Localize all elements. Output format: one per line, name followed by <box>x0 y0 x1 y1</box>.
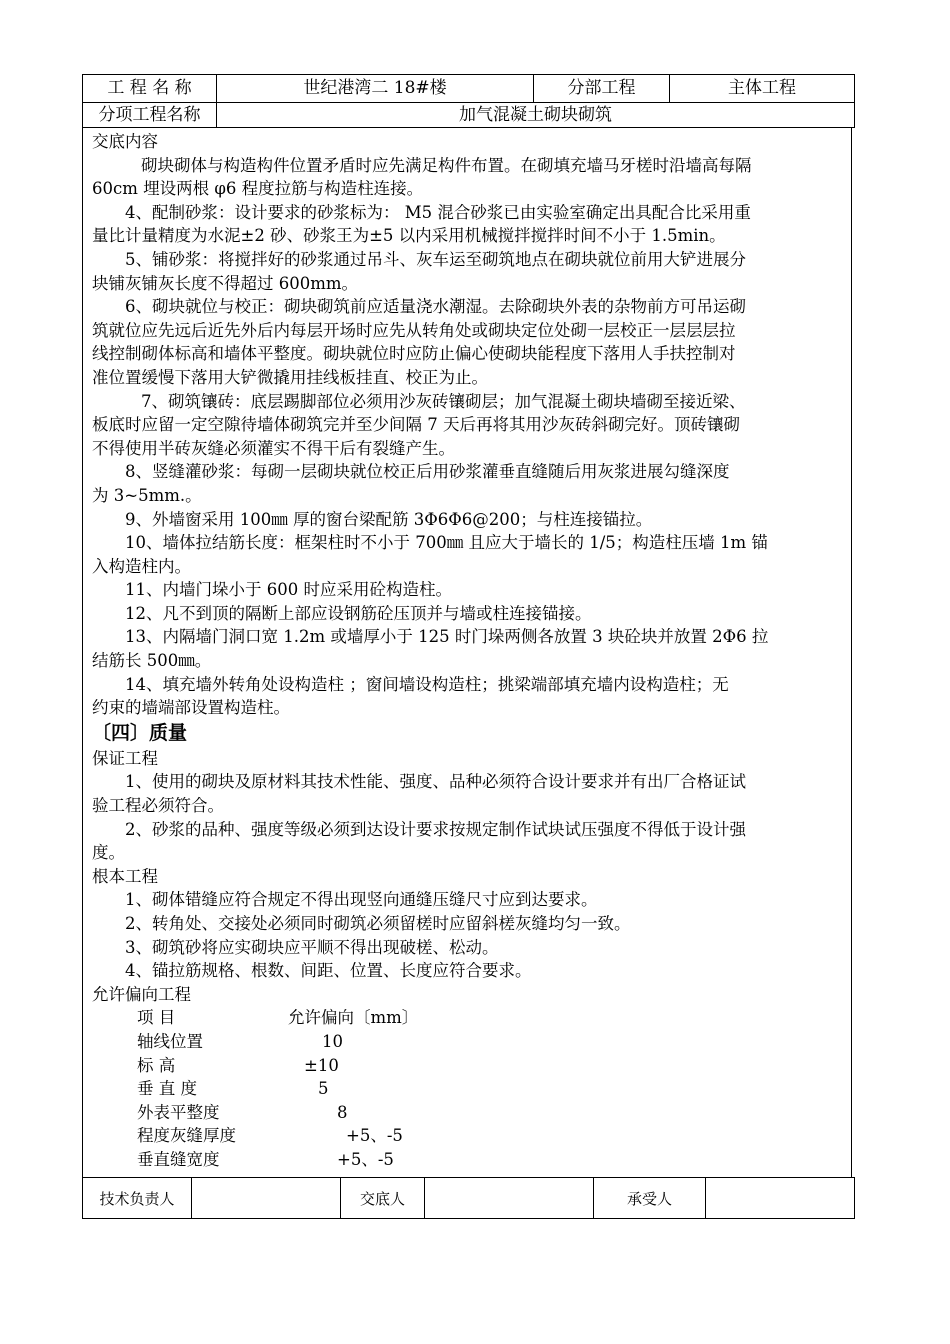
text-line: 1、砌体错缝应符合规定不得出现竖向通缝压缝尺寸应到达要求。 <box>125 890 598 910</box>
deviation-value: 8 <box>337 1102 348 1122</box>
guarantee-lines <box>92 770 848 864</box>
deviation-row <box>92 1148 848 1172</box>
text-line: 12、凡不到顶的隔断上部应设钢筋砼压顶并与墙或柱连接锚接。 <box>125 603 592 623</box>
deviation-item: 标 高 <box>137 1055 176 1075</box>
disclosure-sheet <box>82 74 854 1219</box>
deviation-value: 5 <box>318 1079 329 1099</box>
text-line: 块铺灰铺灰长度不得超过 600mm。 <box>92 273 359 293</box>
quality-title: 〔四〕质量 <box>92 721 188 744</box>
receiver-label: 承受人 <box>594 1178 706 1219</box>
basic-heading: 根本工程 <box>92 866 158 886</box>
deviation-item: 外表平整度 <box>137 1102 220 1122</box>
text-line: 量比计量精度为水泥±2 砂、砂浆王为±5 以内采用机械搅拌搅拌时间不小于 1.5min。 <box>92 226 726 246</box>
deviation-row <box>92 1077 848 1101</box>
text-line: 不得使用半砖灰缝必须灌实不得干后有裂缝产生。 <box>92 438 455 458</box>
division-label: 分部工程 <box>534 75 670 103</box>
text-line: 4、配制砂浆：设计要求的砂浆标为： M5 混合砂浆已由实验室确定出具配合比采用重 <box>125 202 751 222</box>
text-line: 6、砌块就位与校正：砌块砌筑前应适量浇水潮湿。去除砌块外表的杂物前方可吊运砌 <box>125 297 746 317</box>
text-line: 为 3~5mm.。 <box>92 485 202 505</box>
deviation-item: 程度灰缝厚度 <box>137 1126 236 1146</box>
text-line: 2、砂浆的品种、强度等级必须到达设计要求按规定制作试块试压强度不得低于设计强 <box>125 819 746 839</box>
text-line: 入构造柱内。 <box>92 556 191 576</box>
deviation-item: 垂 直 度 <box>137 1079 197 1099</box>
text-line: 验工程必须符合。 <box>92 796 224 816</box>
content-lines <box>92 154 848 720</box>
text-line: 1、使用的砌块及原材料其技术性能、强度、品种必须符合设计要求并有出厂合格证试 <box>125 772 746 792</box>
basic-lines <box>92 888 848 982</box>
deviation-item: 垂直缝宽度 <box>137 1149 220 1169</box>
text-line: 5、铺砂浆：将搅拌好的砂浆通过吊斗、灰车运至砌筑地点在砌块就位前用大铲进展分 <box>125 249 746 269</box>
text-line: 7、砌筑镶砖：底层踢脚部位必须用沙灰砖镶砌层；加气混凝土砌块墙砌至接近梁、 <box>141 391 746 411</box>
text-line: 14、填充墙外转角处设构造柱 ；窗间墙设构造柱；挑梁端部填充墙内设构造柱；无 <box>125 674 729 694</box>
deviation-header-item: 项 目 <box>137 1008 176 1028</box>
project-name-label: 工 程 名 称 <box>83 75 217 103</box>
guarantee-heading: 保证工程 <box>92 748 158 768</box>
text-line: 砌块砌体与构造构件位置矛盾时应先满足构件布置。在砌填充墙马牙槎时沿墙高每隔 <box>141 155 752 175</box>
deviation-row <box>92 1101 848 1125</box>
header-table <box>82 74 855 128</box>
text-line: 2、转角处、交接处必须同时砌筑必须留槎时应留斜槎灰缝均匀一致。 <box>125 914 631 933</box>
deviation-row <box>92 1124 848 1148</box>
signature-table <box>82 1177 855 1219</box>
deviation-item: 轴线位置 <box>137 1031 203 1051</box>
subitem-value: 加气混凝土砌块砌筑 <box>217 103 855 128</box>
deviation-heading: 允许偏向工程 <box>92 984 191 1004</box>
text-line: 准位置缓慢下落用大铲微撬用挂线板挂直、校正为止。 <box>92 367 488 387</box>
tech-lead-label: 技术负责人 <box>83 1178 192 1219</box>
text-line: 9、外墙窗采用 100㎜ 厚的窗台梁配筋 3Φ6Φ6@200；与柱连接锚拉。 <box>125 509 653 529</box>
text-line: 3、砌筑砂将应实砌块应平顺不得出现破槎、松动。 <box>125 937 499 957</box>
deviation-value: +5、-5 <box>346 1126 403 1146</box>
disclosure-body <box>82 128 852 1177</box>
text-line: 4、锚拉筋规格、根数、间距、位置、长度应符合要求。 <box>125 961 532 981</box>
discloser-signature-field[interactable] <box>425 1178 594 1219</box>
deviation-value: ±10 <box>304 1055 339 1075</box>
deviation-rows <box>92 1030 848 1172</box>
project-name-value: 世纪港湾二 18#楼 <box>217 75 534 103</box>
deviation-row <box>92 1030 848 1054</box>
text-line: 11、内墙门垛小于 600 时应采用砼构造柱。 <box>125 580 452 600</box>
text-line: 结筋长 500㎜。 <box>92 651 212 671</box>
text-line: 度。 <box>92 843 125 863</box>
text-line: 60cm 埋设两根 φ6 程度拉筋与构造柱连接。 <box>92 179 424 199</box>
deviation-value: 10 <box>322 1031 343 1051</box>
tech-lead-signature-field[interactable] <box>192 1178 341 1219</box>
deviation-header-value: 允许偏向〔mm〕 <box>288 1008 419 1028</box>
division-value: 主体工程 <box>670 75 855 103</box>
receiver-signature-field[interactable] <box>706 1178 855 1219</box>
text-line: 8、竖缝灌砂浆：每砌一层砌块就位校正后用砂浆灌垂直缝随后用灰浆进展勾缝深度 <box>125 462 730 482</box>
deviation-header-row <box>92 1006 848 1030</box>
deviation-value: +5、-5 <box>337 1149 394 1169</box>
text-line: 约束的墙端部设置构造柱。 <box>92 698 290 718</box>
content-heading: 交底内容 <box>92 132 158 151</box>
deviation-row <box>92 1054 848 1078</box>
subitem-label: 分项工程名称 <box>83 103 217 128</box>
text-line: 10、墙体拉结筋长度：框架柱时不小于 700㎜ 且应大于墙长的 1/5；构造柱压墙 1m 锚 <box>125 533 768 553</box>
text-line: 13、内隔墙门洞口宽 1.2m 或墙厚小于 125 时门垛两侧各放置 3 块砼块并放置 2Φ6 拉 <box>125 627 769 647</box>
text-line: 筑就位应先远后近先外后内每层开场时应先从转角处或砌块定位处砌一层校正一层层层拉 <box>92 320 736 340</box>
discloser-label: 交底人 <box>341 1178 425 1219</box>
text-line: 线控制砌体标高和墙体平整度。砌块就位时应防止偏心使砌块能程度下落用人手扶控制对 <box>92 344 736 364</box>
text-line: 板底时应留一定空隙待墙体砌筑完并至少间隔 7 天后再将其用沙灰砖斜砌完好。顶砖镶砌 <box>92 415 740 435</box>
